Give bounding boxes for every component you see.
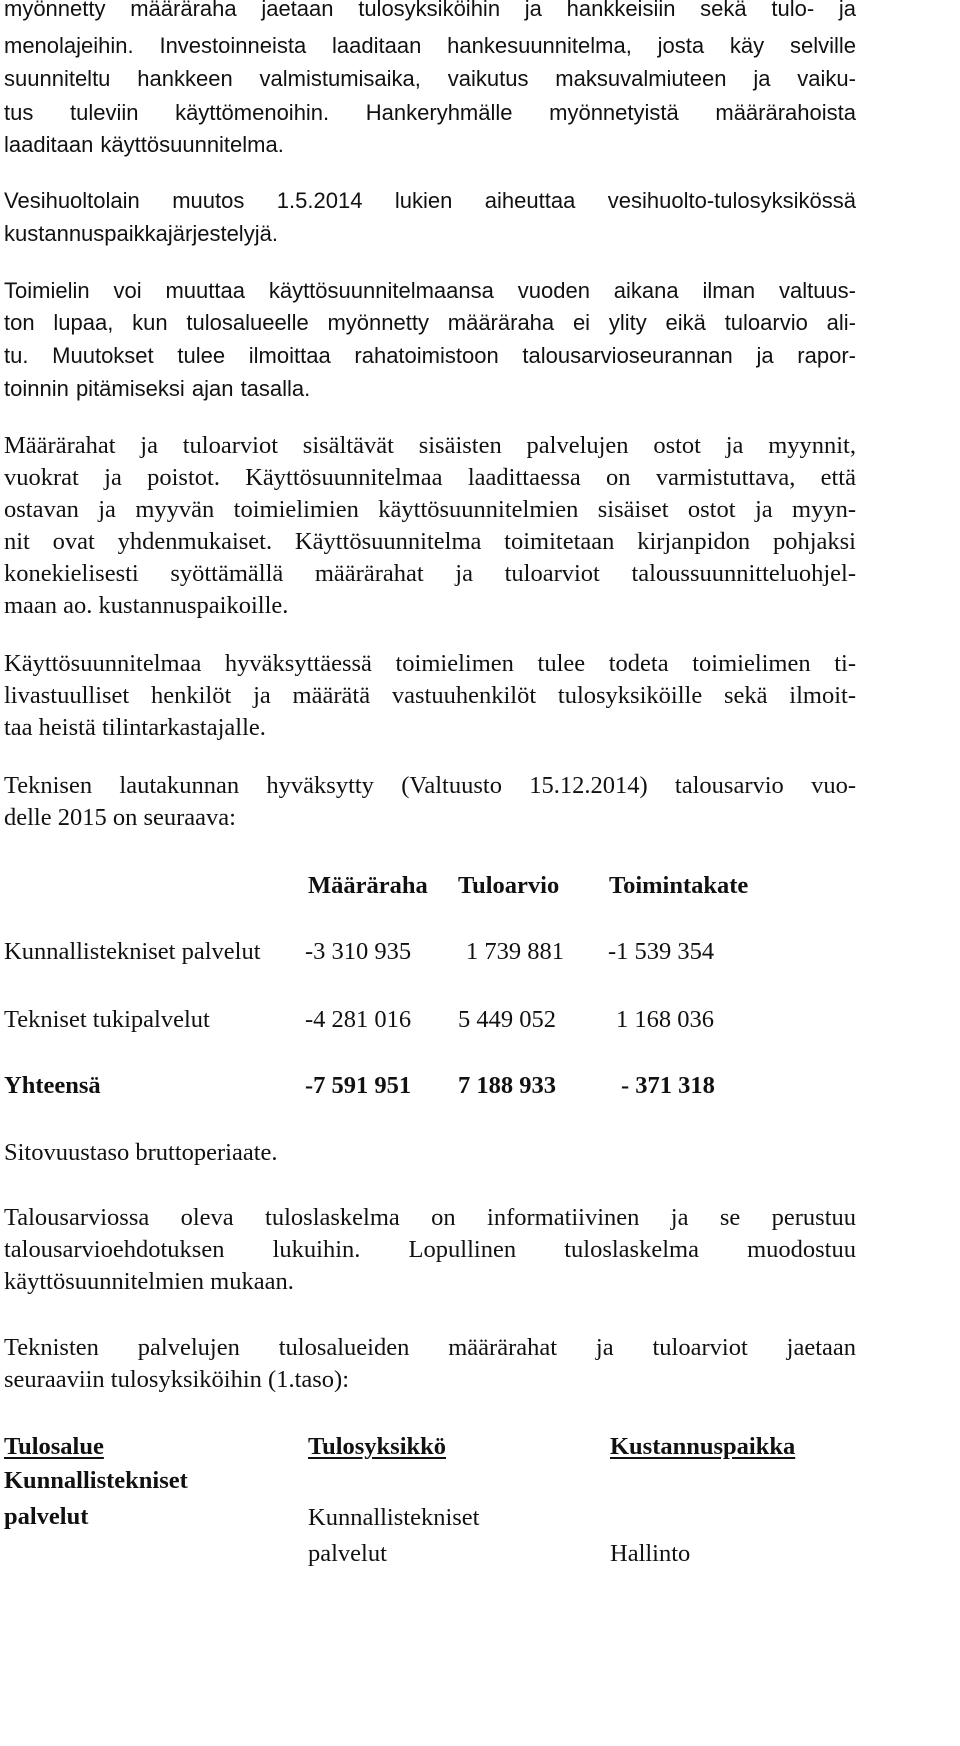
row-label: Tekniset tukipalvelut: [4, 1006, 210, 1033]
paragraph-line: Käyttösuunnitelmaa hyväksyttäessä toimielimen tulee todeta toimielimen ti-: [4, 650, 856, 677]
column-header-toimintakate: Toimintakate: [609, 872, 749, 899]
column-header-tulosyksikko: Tulosyksikkö: [308, 1433, 447, 1460]
paragraph-line: suunniteltu hankkeen valmistumisaika, vaikutus maksuvalmiuteen ja vaiku-: [4, 66, 856, 91]
paragraph-line: tus tuleviin käyttömenoihin. Hankeryhmälle myönnetyistä määrärahoista: [4, 100, 856, 125]
paragraph-line: Sitovuustaso bruttoperiaate.: [4, 1139, 278, 1166]
cell-tulosyksikko: palvelut: [308, 1540, 387, 1567]
paragraph-line: Vesihuoltolain muutos 1.5.2014 lukien aiheuttaa vesihuolto-tulosyksikössä: [4, 188, 856, 213]
paragraph-line: toinnin pitämiseksi ajan tasalla.: [4, 376, 311, 401]
column-header-kustannuspaikka: Kustannuspaikka: [610, 1433, 796, 1460]
cell-tulosyksikko: Kunnallistekniset: [308, 1504, 480, 1531]
paragraph-line: Teknisen lautakunnan hyväksytty (Valtuusto 15.12.2014) talousarvio vuo-: [4, 772, 856, 799]
row-label-total: Yhteensä: [4, 1072, 101, 1099]
cell-tuloarvio: 5 449 052: [458, 1006, 556, 1033]
paragraph-line: livastuulliset henkilöt ja määrätä vastuuhenkilöt tulosyksiköille sekä ilmoit-: [4, 682, 856, 709]
paragraph-line: Toimielin voi muuttaa käyttösuunnitelmaansa vuoden aikana ilman valtuus-: [4, 278, 856, 303]
cell-toimintakate: 1 168 036: [616, 1006, 714, 1033]
column-header-tuloarvio: Tuloarvio: [458, 872, 560, 899]
paragraph-line: ton lupaa, kun tulosalueelle myönnetty määräraha ei ylity eikä tuloarvio ali-: [4, 310, 856, 335]
paragraph-line: delle 2015 on seuraava:: [4, 804, 236, 831]
paragraph-line: käyttösuunnitelmien mukaan.: [4, 1268, 294, 1295]
paragraph-line: kustannuspaikkajärjestelyjä.: [4, 221, 278, 246]
paragraph-line: laaditaan käyttösuunnitelma.: [4, 132, 284, 157]
paragraph-line: maan ao. kustannuspaikoille.: [4, 592, 289, 619]
cell-toimintakate-total: - 371 318: [621, 1072, 715, 1099]
paragraph-line: menolajeihin. Investoinneista laaditaan hankesuunnitelma, josta käy selville: [4, 33, 856, 58]
paragraph-line: Talousarviossa oleva tuloslaskelma on informatiivinen ja se perustuu: [4, 1204, 856, 1231]
cell-tulosalue: palvelut: [4, 1503, 89, 1530]
paragraph-line: taa heistä tilintarkastajalle.: [4, 714, 266, 741]
paragraph-line: ostavan ja myyvän toimielimien käyttösuunnitelmien sisäiset ostot ja myyn-: [4, 496, 856, 523]
row-label: Kunnallistekniset palvelut: [4, 938, 261, 965]
cell-tuloarvio-total: 7 188 933: [458, 1072, 556, 1099]
paragraph-line: nit ovat yhdenmukaiset. Käyttösuunnitelma toimitetaan kirjanpidon pohjaksi: [4, 528, 856, 555]
cell-kustannuspaikka: Hallinto: [610, 1540, 691, 1567]
cell-tulosalue: Kunnallistekniset: [4, 1467, 188, 1494]
cell-maararaha: -4 281 016: [305, 1006, 412, 1033]
cell-toimintakate: -1 539 354: [608, 938, 715, 965]
paragraph-line: seuraaviin tulosyksiköihin (1.taso):: [4, 1366, 349, 1393]
paragraph-line: vuokrat ja poistot. Käyttösuunnitelmaa laadittaessa on varmistuttava, että: [4, 464, 856, 491]
cell-maararaha: -3 310 935: [305, 938, 412, 965]
column-header-maararaha: Määräraha: [308, 872, 428, 899]
cell-maararaha-total: -7 591 951: [305, 1072, 412, 1099]
paragraph-line: Määrärahat ja tuloarviot sisältävät sisäisten palvelujen ostot ja myynnit,: [4, 432, 856, 459]
paragraph-line: myönnetty määräraha jaetaan tulosyksiköihin ja hankkeisiin sekä tulo- ja: [4, 0, 856, 21]
paragraph-line: talousarvioehdotuksen lukuihin. Lopullinen tuloslaskelma muodostuu: [4, 1236, 856, 1263]
column-header-tulosalue: Tulosalue: [4, 1433, 104, 1460]
cell-tuloarvio: 1 739 881: [466, 938, 564, 965]
paragraph-line: konekielisesti syöttämällä määrärahat ja tuloarviot taloussuunnitteluohjel-: [4, 560, 856, 587]
paragraph-line: Teknisten palvelujen tulosalueiden määrärahat ja tuloarviot jaetaan: [4, 1334, 856, 1361]
paragraph-line: tu. Muutokset tulee ilmoittaa rahatoimistoon talousarvioseurannan ja rapor-: [4, 343, 856, 368]
